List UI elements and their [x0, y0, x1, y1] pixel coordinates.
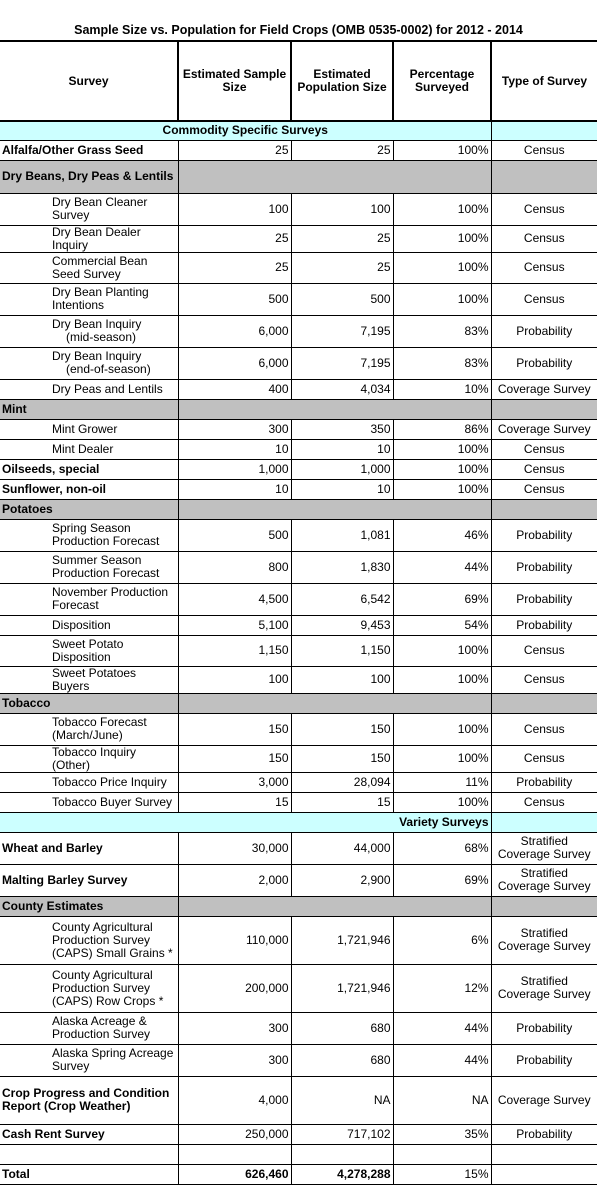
percentage-cell: 69%	[393, 864, 491, 896]
section-band-row	[0, 812, 597, 832]
sample-size-cell: 250,000	[178, 1124, 291, 1144]
blank-cell	[491, 1144, 597, 1164]
population-size-cell: 25	[291, 140, 393, 160]
group-label: Dry Beans, Dry Peas & Lentils	[0, 160, 178, 193]
population-size-cell: 10	[291, 479, 393, 499]
section-band-empty	[491, 121, 597, 140]
table-row	[0, 745, 597, 772]
sample-size-cell: 100	[178, 193, 291, 225]
survey-name: Tobacco Forecast (March/June)	[0, 713, 178, 745]
survey-name: Cash Rent Survey	[0, 1124, 178, 1144]
sample-size-cell: 100	[178, 666, 291, 693]
survey-type-cell: Census	[491, 140, 597, 160]
table-row	[0, 479, 597, 499]
population-size-cell: 2,900	[291, 864, 393, 896]
sample-size-cell: 400	[178, 379, 291, 399]
percentage-cell: 100%	[393, 459, 491, 479]
blank-row	[0, 1144, 597, 1164]
sample-size-cell: 25	[178, 225, 291, 252]
table-row	[0, 1012, 597, 1044]
table-row	[0, 419, 597, 439]
group-empty-type	[491, 693, 597, 713]
sample-size-cell: 15	[178, 792, 291, 812]
sample-size-cell: 10	[178, 479, 291, 499]
group-header-row	[0, 896, 597, 916]
header-population-size: Estimated Population Size	[291, 41, 393, 121]
table-row	[0, 916, 597, 964]
population-size-cell: 1,721,946	[291, 916, 393, 964]
sample-size-cell: 6,000	[178, 315, 291, 347]
percentage-cell: NA	[393, 1076, 491, 1124]
percentage-cell: 100%	[393, 225, 491, 252]
sample-size-cell: 300	[178, 1044, 291, 1076]
section-band-label: Commodity Specific Surveys	[0, 121, 491, 140]
survey-type-cell: Probability	[491, 551, 597, 583]
survey-type-cell: Stratified Coverage Survey	[491, 916, 597, 964]
survey-name: Dry Bean Planting Intentions	[0, 283, 178, 315]
header-sample-size: Estimated Sample Size	[178, 41, 291, 121]
survey-name: Alaska Spring Acreage Survey	[0, 1044, 178, 1076]
population-size-cell: 7,195	[291, 315, 393, 347]
population-size-cell: 15	[291, 792, 393, 812]
population-size-cell: 350	[291, 419, 393, 439]
total-row	[0, 1164, 597, 1184]
table-row	[0, 225, 597, 252]
percentage-cell: 100%	[393, 252, 491, 283]
survey-type-cell: Census	[491, 439, 597, 459]
survey-name-line2: (end-of-season)	[66, 362, 151, 376]
sample-size-cell: 500	[178, 519, 291, 551]
population-size-cell: 1,150	[291, 635, 393, 666]
survey-name-line1: Dry Bean Inquiry	[52, 317, 142, 331]
survey-table	[0, 40, 597, 1185]
percentage-cell: 100%	[393, 745, 491, 772]
survey-name: Total	[0, 1164, 178, 1184]
survey-name-line1: Dry Bean Inquiry	[52, 349, 142, 363]
population-size-cell: 25	[291, 252, 393, 283]
table-row	[0, 519, 597, 551]
group-empty-span	[178, 499, 491, 519]
survey-type-cell: Census	[491, 252, 597, 283]
header-row	[0, 41, 597, 121]
survey-name: Oilseeds, special	[0, 459, 178, 479]
percentage-cell: 100%	[393, 666, 491, 693]
percentage-cell: 100%	[393, 792, 491, 812]
table-row	[0, 1076, 597, 1124]
percentage-cell: 100%	[393, 479, 491, 499]
survey-type-cell: Probability	[491, 615, 597, 635]
sample-size-cell: 1,000	[178, 459, 291, 479]
table-row	[0, 964, 597, 1012]
percentage-cell: 15%	[393, 1164, 491, 1184]
group-header-row	[0, 399, 597, 419]
survey-type-cell: Probability	[491, 772, 597, 792]
survey-type-cell: Coverage Survey	[491, 379, 597, 399]
survey-name	[0, 315, 178, 347]
group-empty-type	[491, 896, 597, 916]
survey-name	[0, 347, 178, 379]
sample-size-cell: 25	[178, 252, 291, 283]
survey-type-cell: Probability	[491, 1012, 597, 1044]
survey-type-cell: Coverage Survey	[491, 1076, 597, 1124]
percentage-cell: 69%	[393, 583, 491, 615]
sample-size-cell: 4,000	[178, 1076, 291, 1124]
population-size-cell: NA	[291, 1076, 393, 1124]
group-empty-span	[178, 399, 491, 419]
survey-type-cell: Probability	[491, 583, 597, 615]
sample-size-cell: 150	[178, 745, 291, 772]
survey-type-cell: Census	[491, 635, 597, 666]
table-row	[0, 193, 597, 225]
group-label: Potatoes	[0, 499, 178, 519]
population-size-cell: 150	[291, 745, 393, 772]
population-size-cell: 4,034	[291, 379, 393, 399]
percentage-cell: 44%	[393, 551, 491, 583]
group-empty-span	[178, 693, 491, 713]
percentage-cell: 100%	[393, 439, 491, 459]
survey-name: County Agricultural Production Survey (CAPS) Small Grains *	[0, 916, 178, 964]
population-size-cell: 10	[291, 439, 393, 459]
survey-name: Dry Bean Cleaner Survey	[0, 193, 178, 225]
page-title: Sample Size vs. Population for Field Crops (OMB 0535-0002) for 2012 - 2014	[74, 23, 523, 37]
sample-size-cell: 150	[178, 713, 291, 745]
survey-type-cell: Census	[491, 479, 597, 499]
survey-type-cell: Census	[491, 713, 597, 745]
table-row	[0, 583, 597, 615]
survey-type-cell: Probability	[491, 519, 597, 551]
percentage-cell: 100%	[393, 140, 491, 160]
survey-type-cell: Probability	[491, 1044, 597, 1076]
survey-name: Dry Peas and Lentils	[0, 379, 178, 399]
population-size-cell: 4,278,288	[291, 1164, 393, 1184]
survey-name: Tobacco Price Inquiry	[0, 772, 178, 792]
survey-name: Tobacco Buyer Survey	[0, 792, 178, 812]
table-row	[0, 666, 597, 693]
percentage-cell: 44%	[393, 1044, 491, 1076]
table-row	[0, 379, 597, 399]
table-row	[0, 140, 597, 160]
population-size-cell: 44,000	[291, 832, 393, 864]
percentage-cell: 100%	[393, 635, 491, 666]
table-row	[0, 864, 597, 896]
sample-size-cell: 6,000	[178, 347, 291, 379]
survey-type-cell: Probability	[491, 1124, 597, 1144]
sample-size-cell: 25	[178, 140, 291, 160]
survey-name: Mint Dealer	[0, 439, 178, 459]
table-row	[0, 713, 597, 745]
section-band-empty	[491, 812, 597, 832]
percentage-cell: 44%	[393, 1012, 491, 1044]
survey-name: Alaska Acreage & Production Survey	[0, 1012, 178, 1044]
group-label: County Estimates	[0, 896, 178, 916]
sample-size-cell: 200,000	[178, 964, 291, 1012]
percentage-cell: 54%	[393, 615, 491, 635]
sample-size-cell: 5,100	[178, 615, 291, 635]
survey-type-cell: Coverage Survey	[491, 419, 597, 439]
sample-size-cell: 30,000	[178, 832, 291, 864]
group-empty-type	[491, 160, 597, 193]
population-size-cell: 680	[291, 1012, 393, 1044]
blank-cell	[178, 1144, 291, 1164]
table-row	[0, 832, 597, 864]
survey-type-cell: Census	[491, 745, 597, 772]
table-row	[0, 615, 597, 635]
population-size-cell: 6,542	[291, 583, 393, 615]
blank-cell	[0, 1144, 178, 1164]
section-band-label: Variety Surveys	[0, 812, 491, 832]
group-label: Tobacco	[0, 693, 178, 713]
percentage-cell: 6%	[393, 916, 491, 964]
group-empty-type	[491, 399, 597, 419]
sample-size-cell: 1,150	[178, 635, 291, 666]
survey-type-cell: Stratified Coverage Survey	[491, 964, 597, 1012]
survey-name: Dry Bean Dealer Inquiry	[0, 225, 178, 252]
group-label: Mint	[0, 399, 178, 419]
survey-type-cell: Census	[491, 459, 597, 479]
survey-type-cell: Census	[491, 792, 597, 812]
group-header-row	[0, 160, 597, 193]
survey-type-cell: Probability	[491, 315, 597, 347]
group-empty-span	[178, 160, 491, 193]
table-row	[0, 252, 597, 283]
survey-name: Malting Barley Survey	[0, 864, 178, 896]
population-size-cell: 150	[291, 713, 393, 745]
population-size-cell: 717,102	[291, 1124, 393, 1144]
survey-type-cell: Census	[491, 193, 597, 225]
survey-name: Spring Season Production Forecast	[0, 519, 178, 551]
header-survey: Survey	[0, 41, 178, 121]
group-header-row	[0, 693, 597, 713]
table-row	[0, 772, 597, 792]
sample-size-cell: 2,000	[178, 864, 291, 896]
percentage-cell: 35%	[393, 1124, 491, 1144]
percentage-cell: 68%	[393, 832, 491, 864]
survey-type-cell	[491, 1164, 597, 1184]
sample-size-cell: 10	[178, 439, 291, 459]
sample-size-cell: 3,000	[178, 772, 291, 792]
survey-name: Commercial Bean Seed Survey	[0, 252, 178, 283]
percentage-cell: 83%	[393, 347, 491, 379]
percentage-cell: 46%	[393, 519, 491, 551]
sample-size-cell: 626,460	[178, 1164, 291, 1184]
population-size-cell: 1,000	[291, 459, 393, 479]
header-percentage: Percentage Surveyed	[393, 41, 491, 121]
percentage-cell: 12%	[393, 964, 491, 1012]
sample-size-cell: 110,000	[178, 916, 291, 964]
sample-size-cell: 800	[178, 551, 291, 583]
population-size-cell: 1,721,946	[291, 964, 393, 1012]
population-size-cell: 28,094	[291, 772, 393, 792]
population-size-cell: 100	[291, 666, 393, 693]
sample-size-cell: 4,500	[178, 583, 291, 615]
header-type: Type of Survey	[491, 41, 597, 121]
survey-type-cell: Census	[491, 666, 597, 693]
table-row	[0, 551, 597, 583]
population-size-cell: 7,195	[291, 347, 393, 379]
survey-name: Sweet Potato Disposition	[0, 635, 178, 666]
population-size-cell: 680	[291, 1044, 393, 1076]
survey-name: Summer Season Production Forecast	[0, 551, 178, 583]
percentage-cell: 11%	[393, 772, 491, 792]
survey-name: Sweet Potatoes Buyers	[0, 666, 178, 693]
sample-size-cell: 300	[178, 1012, 291, 1044]
group-empty-type	[491, 499, 597, 519]
table-row	[0, 315, 597, 347]
section-band-row	[0, 121, 597, 140]
sample-size-cell: 500	[178, 283, 291, 315]
survey-name: November Production Forecast	[0, 583, 178, 615]
survey-name: Crop Progress and Condition Report (Crop Weather)	[0, 1076, 178, 1124]
survey-type-cell: Stratified Coverage Survey	[491, 832, 597, 864]
population-size-cell: 500	[291, 283, 393, 315]
survey-name: County Agricultural Production Survey (CAPS) Row Crops *	[0, 964, 178, 1012]
population-size-cell: 1,081	[291, 519, 393, 551]
survey-name: Wheat and Barley	[0, 832, 178, 864]
percentage-cell: 86%	[393, 419, 491, 439]
survey-name: Alfalfa/Other Grass Seed	[0, 140, 178, 160]
table-row	[0, 283, 597, 315]
survey-name: Sunflower, non-oil	[0, 479, 178, 499]
group-header-row	[0, 499, 597, 519]
percentage-cell: 100%	[393, 283, 491, 315]
percentage-cell: 100%	[393, 193, 491, 225]
population-size-cell: 25	[291, 225, 393, 252]
survey-type-cell: Census	[491, 225, 597, 252]
survey-type-cell: Census	[491, 283, 597, 315]
survey-type-cell: Stratified Coverage Survey	[491, 864, 597, 896]
blank-cell	[291, 1144, 393, 1164]
population-size-cell: 1,830	[291, 551, 393, 583]
percentage-cell: 83%	[393, 315, 491, 347]
survey-type-cell: Probability	[491, 347, 597, 379]
survey-name: Disposition	[0, 615, 178, 635]
group-empty-span	[178, 896, 491, 916]
sample-size-cell: 300	[178, 419, 291, 439]
percentage-cell: 100%	[393, 713, 491, 745]
table-row	[0, 347, 597, 379]
survey-name: Tobacco Inquiry (Other)	[0, 745, 178, 772]
table-row	[0, 1044, 597, 1076]
survey-name-line2: (mid-season)	[66, 330, 137, 344]
table-row	[0, 635, 597, 666]
population-size-cell: 9,453	[291, 615, 393, 635]
survey-name: Mint Grower	[0, 419, 178, 439]
percentage-cell: 10%	[393, 379, 491, 399]
table-row	[0, 459, 597, 479]
table-row	[0, 792, 597, 812]
population-size-cell: 100	[291, 193, 393, 225]
table-row	[0, 439, 597, 459]
blank-cell	[393, 1144, 491, 1164]
table-row	[0, 1124, 597, 1144]
